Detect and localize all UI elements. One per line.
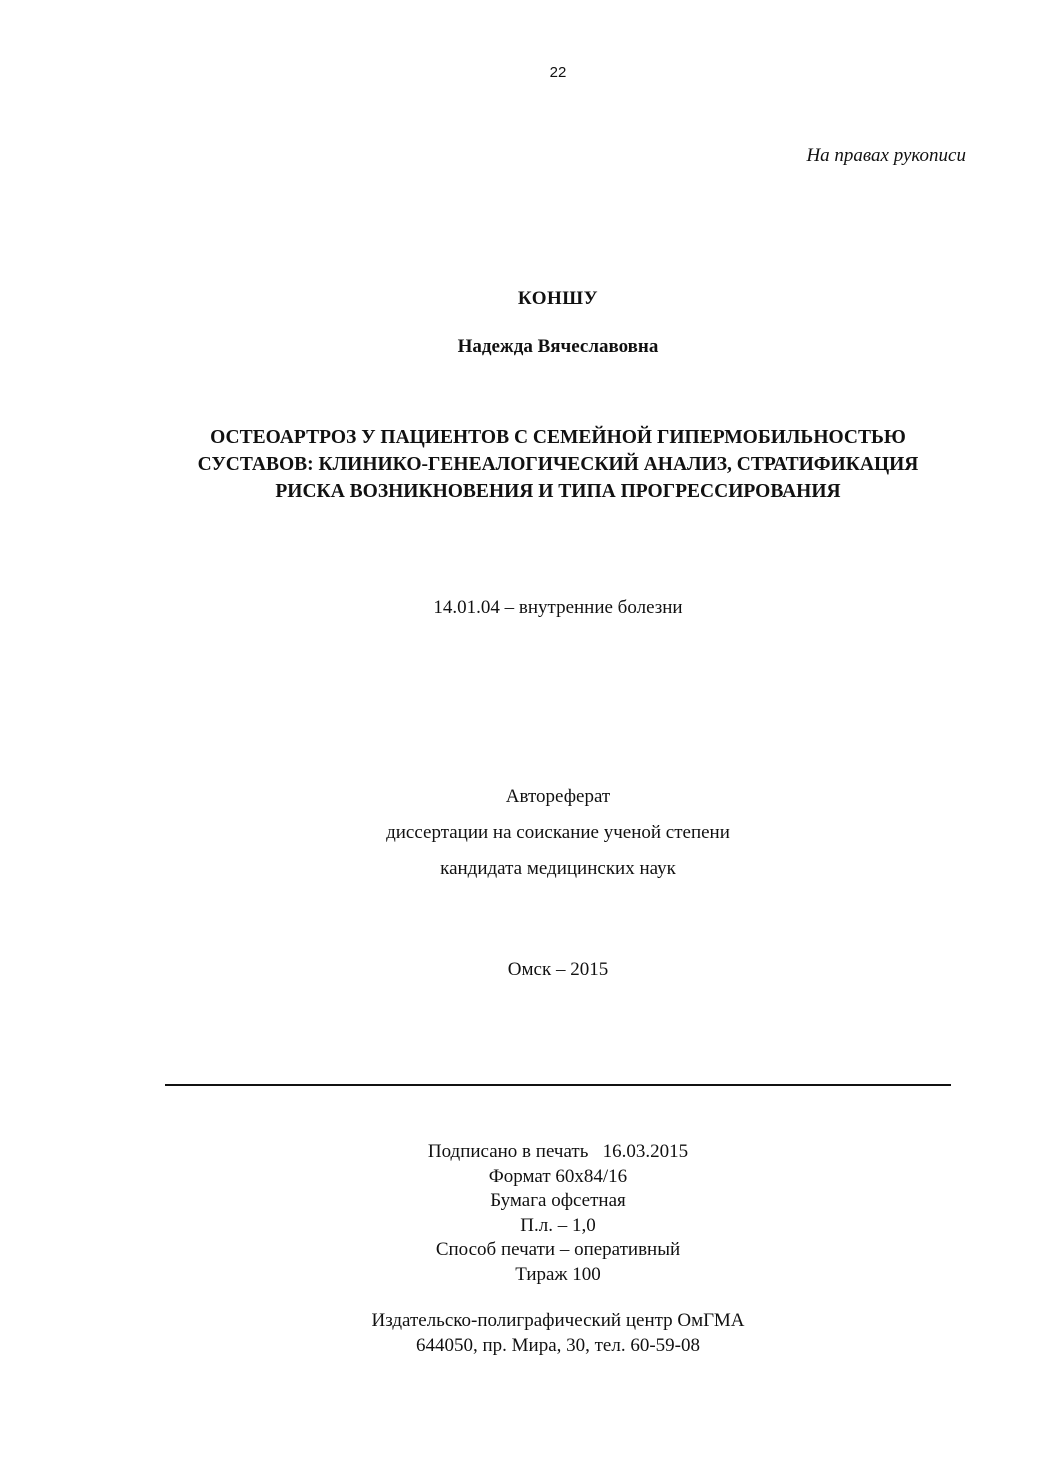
publisher-address: 644050, пр. Мира, 30, тел. 60-59-08 <box>415 1334 701 1356</box>
imprint-line: Формат 60x84/16 <box>488 1165 628 1187</box>
imprint-block <box>0 1140 1040 1287</box>
title-line: ОСТЕОАРТРОЗ У ПАЦИЕНТОВ С СЕМЕЙНОЙ ГИПЕРМОБИЛЬНОСТЬЮ <box>210 427 906 448</box>
title-line: РИСКА ВОЗНИКНОВЕНИЯ И ТИПА ПРОГРЕССИРОВАНИЯ <box>275 481 841 502</box>
document-kind-line: кандидата медицинских наук <box>440 858 676 879</box>
document-kind <box>0 779 1040 887</box>
publisher-block <box>0 1309 1040 1358</box>
imprint-line: Тираж 100 <box>515 1263 601 1285</box>
divider-line <box>165 1084 951 1086</box>
publisher-name: Издательско-полиграфический центр ОмГМА <box>371 1310 745 1331</box>
title-line: СУСТАВОВ: КЛИНИКО-ГЕНЕАЛОГИЧЕСКИЙ АНАЛИЗ, СТРАТИФИКАЦИЯ <box>197 454 919 475</box>
author-surname: КОНШУ <box>517 288 599 309</box>
imprint-line: Подписано в печать 16.03.2015 <box>427 1141 689 1162</box>
dissertation-title <box>0 424 1040 505</box>
city-year: Омск – 2015 <box>507 959 609 980</box>
document-kind-line: Автореферат <box>505 786 611 807</box>
rights-note: На правах рукописи <box>806 145 966 166</box>
imprint-line: П.л. – 1,0 <box>520 1214 596 1236</box>
page-number: 22 <box>549 64 567 81</box>
document-kind-line: диссертации на соискание ученой степени <box>386 822 730 843</box>
specialty-code: 14.01.04 – внутренние болезни <box>433 597 683 618</box>
author-given-name: Надежда Вячеславовна <box>457 336 659 357</box>
imprint-line: Способ печати – оперативный <box>435 1239 681 1260</box>
imprint-line: Бумага офсетная <box>490 1190 626 1211</box>
